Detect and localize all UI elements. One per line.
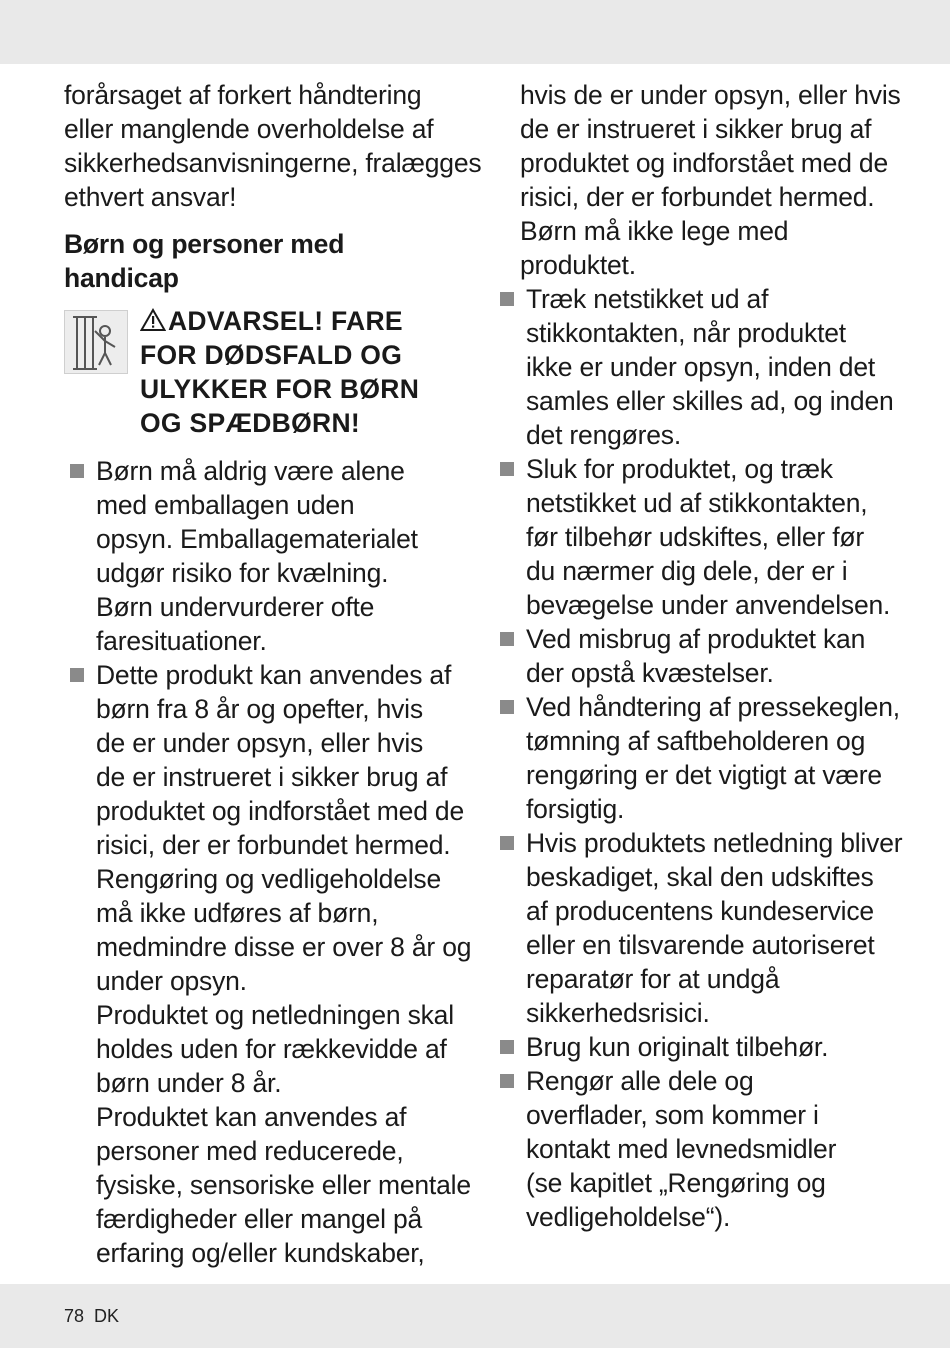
text-line: produktet. <box>520 250 636 280</box>
text-line: beskadiget, skal den udskiftes <box>526 862 874 892</box>
right-bullet-list <box>494 282 904 1234</box>
text-line: erfaring og/eller kundskaber, <box>96 1238 425 1268</box>
list-item <box>494 690 904 826</box>
list-item <box>494 1064 904 1234</box>
right-column <box>494 78 904 1234</box>
text-line: sikkerhedsanvisningerne, fralægges <box>64 148 482 178</box>
warning-block <box>64 304 474 441</box>
text-line: børn fra 8 år og opefter, hvis <box>96 694 423 724</box>
text-line: ethvert ansvar! <box>64 182 237 212</box>
text-line: du nærmer dig dele, der er i <box>526 556 848 586</box>
left-column <box>64 78 482 1270</box>
square-bullet-icon <box>500 292 514 306</box>
list-item <box>494 826 904 1030</box>
bottom-band <box>0 1284 950 1348</box>
text-line: personer med reducerede, <box>96 1136 404 1166</box>
left-bullet-list <box>64 454 474 1270</box>
text-line: Børn undervurderer ofte <box>96 592 375 622</box>
section-heading <box>64 227 474 295</box>
text-line: må ikke udføres af børn, <box>96 898 379 928</box>
text-line: Produktet kan anvendes af <box>96 1102 407 1132</box>
text-line: risici, der er forbundet hermed. <box>96 830 451 860</box>
language-code: DK <box>94 1306 120 1326</box>
text-line: under opsyn. <box>96 966 247 996</box>
text-line: de er under opsyn, eller hvis <box>96 728 424 758</box>
text-line: kontakt med levnedsmidler <box>526 1134 837 1164</box>
text-line: ikke er under opsyn, inden det <box>526 352 876 382</box>
text-line: samles eller skilles ad, og inden <box>526 386 894 416</box>
text-line: med emballagen uden <box>96 490 355 520</box>
text-line: produktet og indforstået med de <box>96 796 464 826</box>
warning-triangle-icon <box>140 308 166 332</box>
square-bullet-icon <box>500 836 514 850</box>
text-line: Rengør alle dele og <box>526 1066 754 1096</box>
text-line: de er instrueret i sikker brug af <box>96 762 448 792</box>
text-line: Brug kun originalt tilbehør. <box>526 1032 829 1062</box>
text-line: (se kapitlet „Rengøring og <box>526 1168 826 1198</box>
text-line: det rengøres. <box>526 420 682 450</box>
list-item <box>494 1030 904 1064</box>
heading-line: Børn og personer med <box>64 229 345 259</box>
text-line: før tilbehør udskiftes, eller før <box>526 522 864 552</box>
text-line: Produktet og netledningen skal <box>96 1000 454 1030</box>
warning-line-text: ADVARSEL! FARE <box>168 306 403 336</box>
text-line: faresituationer. <box>96 626 267 656</box>
text-line: sikkerhedsrisici. <box>526 998 710 1028</box>
text-line: udgør risiko for kvælning. <box>96 558 389 588</box>
square-bullet-icon <box>500 632 514 646</box>
text-line: Ved håndtering af pressekeglen, <box>526 692 900 722</box>
text-line: eller manglende overholdelse af <box>64 114 434 144</box>
text-line: opsyn. Emballagematerialet <box>96 524 418 554</box>
text-line: Ved misbrug af produktet kan <box>526 624 866 654</box>
text-line: fysiske, sensoriske eller mentale <box>96 1170 471 1200</box>
list-item <box>64 454 474 658</box>
text-line: produktet og indforstået med de <box>520 148 888 178</box>
text-line: Sluk for produktet, og træk <box>526 454 833 484</box>
list-item <box>494 452 904 622</box>
warning-text <box>140 304 419 440</box>
text-line: Børn må ikke lege med <box>520 216 789 246</box>
text-line: børn under 8 år. <box>96 1068 282 1098</box>
text-line: af producentens kundeservice <box>526 896 874 926</box>
square-bullet-icon <box>500 462 514 476</box>
list-item <box>494 622 904 690</box>
warning-line: FOR DØDSFALD OG <box>140 340 403 370</box>
text-line: forsigtig. <box>526 794 625 824</box>
warning-line: OG SPÆDBØRN! <box>140 408 361 438</box>
text-line: overflader, som kommer i <box>526 1100 819 1130</box>
heading-line: handicap <box>64 263 179 293</box>
text-line: stikkontakten, når produktet <box>526 318 846 348</box>
text-line: holdes uden for rækkevidde af <box>96 1034 447 1064</box>
text-line: medmindre disse er over 8 år og <box>96 932 472 962</box>
text-line: rengøring er det vigtigt at være <box>526 760 882 790</box>
text-line: der opstå kvæstelser. <box>526 658 774 688</box>
text-line: Træk netstikket ud af <box>526 284 769 314</box>
square-bullet-icon <box>70 464 84 478</box>
square-bullet-icon <box>70 668 84 682</box>
square-bullet-icon <box>500 1040 514 1054</box>
page-number: 78 <box>64 1306 85 1326</box>
text-line: de er instrueret i sikker brug af <box>520 114 872 144</box>
square-bullet-icon <box>500 700 514 714</box>
warning-line: ULYKKER FOR BØRN <box>140 374 420 404</box>
text-line: Børn må aldrig være alene <box>96 456 405 486</box>
continued-paragraph <box>494 78 904 282</box>
text-line: Hvis produktets netledning bliver <box>526 828 903 858</box>
text-line: eller en tilsvarende autoriseret <box>526 930 875 960</box>
text-line: hvis de er under opsyn, eller hvis <box>520 80 901 110</box>
text-line: netstikket ud af stikkontakten, <box>526 488 868 518</box>
text-line: Rengøring og vedligeholdelse <box>96 864 442 894</box>
text-line: tømning af saftbeholderen og <box>526 726 866 756</box>
list-item <box>64 658 474 1270</box>
intro-paragraph <box>64 78 482 214</box>
text-line: risici, der er forbundet hermed. <box>520 182 875 212</box>
text-line: vedligeholdelse“). <box>526 1202 731 1232</box>
square-bullet-icon <box>500 1074 514 1088</box>
text-line: forårsaget af forkert håndtering <box>64 80 422 110</box>
page-footer <box>64 1306 129 1327</box>
text-line: Dette produkt kan anvendes af <box>96 660 452 690</box>
list-item <box>494 282 904 452</box>
text-line: reparatør for at undgå <box>526 964 780 994</box>
warning-line <box>140 304 419 338</box>
top-band <box>0 0 950 64</box>
text-line: bevægelse under anvendelsen. <box>526 590 891 620</box>
child-safety-pictogram-icon <box>64 310 128 374</box>
text-line: færdigheder eller mangel på <box>96 1204 423 1234</box>
